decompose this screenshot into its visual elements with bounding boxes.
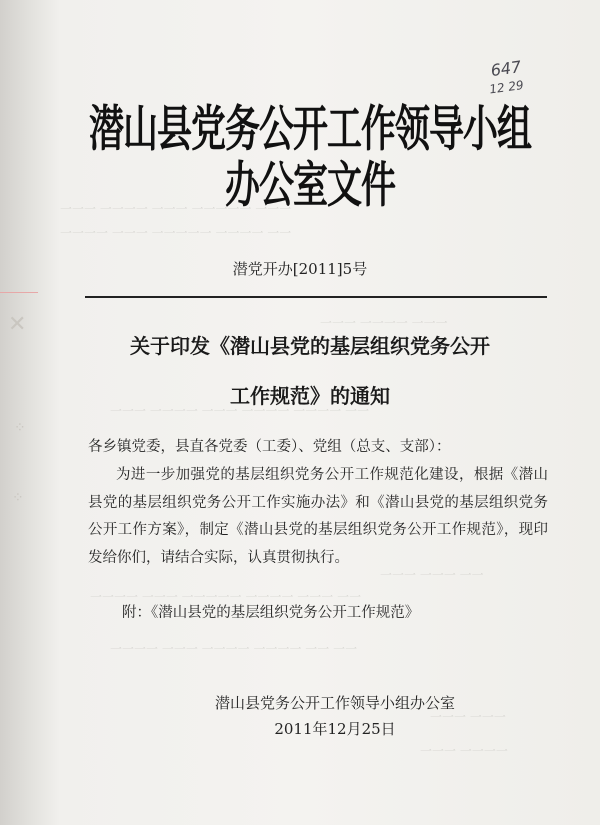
notice-title-line1: 关于印发《潜山县党的基层组织党务公开: [130, 334, 490, 358]
notice-title-line2: 工作规范》的通知: [230, 384, 390, 408]
attachment-line: 附：《潜山县党的基层组织党务公开工作规范》: [122, 605, 420, 621]
salutation: 各乡镇党委，县直各党委（工委）、党组（总支、支部）：: [88, 439, 451, 455]
signature-organization: 潜山县党务公开工作领导小组办公室: [214, 694, 455, 712]
handwritten-note-line1: 647: [489, 57, 523, 81]
left-margin-shadow-mark: ⁘: [12, 490, 24, 506]
document-header-title: 潜山县党务公开工作领导小组办公室文件: [88, 100, 531, 214]
red-margin-line: [0, 292, 38, 293]
handwritten-note: [490, 58, 525, 98]
document-page: 一一一 一一一一 一一一 一一一一一 一一一 一一一一 一一一 一一一一一 一一一一 一一 一一一 一一一一 一一一 一一一 一一一一 一一一 一一一一 一一一一 一一 一一一 一一一 一一 一一一一 一一一 一一一一一 一一一一 一一一 一一 一一一一 一一一 一一一一 一一一一 一一 一一 一一一 一一一 一一一 一一一一 ✕ ⁘ ⁘ 647 12 29 潜山县党务公开工作领导小组办公室文件 潜党开办[2011]5号 关于印发《潜山县党的基层组织党务公开 工作规范》的通知 各乡镇党委，县直各党委（工委）、党组（总支、支部）： 为进一步加强党的基层组织党务公开工作规范化建设，根据《潜山县党的基层组织党务公开工作实施办法》和《潜山县党的基层组织党务公开工作方案》，制定《潜山县党的基层组织党务公开工作规范》，现印发给你们，请结合实际，认真贯彻执行。 附：《潜山县党的基层组织党务公开工作规范》 潜山县党务公开工作领导小组办公室 2011年12月25日: [0, 0, 600, 825]
left-margin-shadow-mark: ⁘: [14, 420, 26, 436]
signature-date: 2011年12月25日: [274, 720, 396, 738]
body-paragraph: 为进一步加强党的基层组织党务公开工作规范化建设，根据《潜山县党的基层组织党务公开工作实施办法》和《潜山县党的基层组织党务公开工作方案》，制定《潜山县党的基层组织党务公开工作规范》，现印发给你们，请结合实际，认真贯彻执行。: [88, 467, 548, 566]
header-divider-line: [85, 296, 547, 298]
document-number: 潜党开办[2011]5号: [232, 260, 368, 278]
handwritten-note-line2: 12 29: [488, 77, 525, 97]
left-margin-shadow-mark: ✕: [8, 312, 27, 337]
